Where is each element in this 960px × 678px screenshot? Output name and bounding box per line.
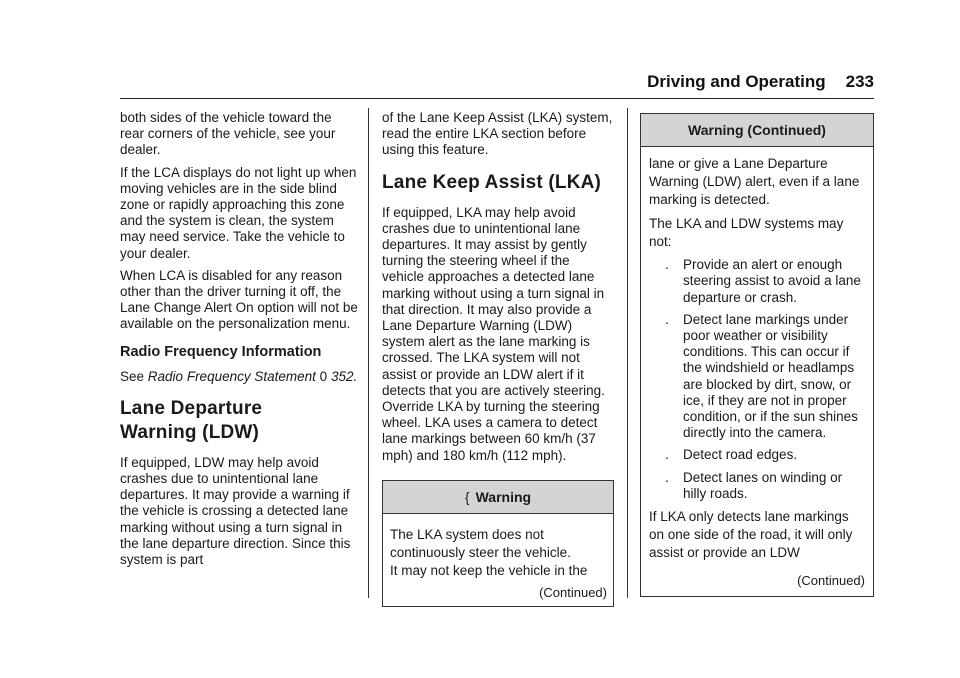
- warning-body: The LKA system does not continuously steer the vehicle. It may not keep the vehicle in the (Continued): [390, 527, 607, 601]
- paragraph: The LKA and LDW systems may not:: [649, 216, 844, 250]
- paragraph: If equipped, LKA may help avoid crashes due to unintentional lane departures. It may assist by gently turning the steering wheel if the vehicle approaches a detected lane marking without using a turn signal in that direction. It may also provide a Lane Departure Warning (LDW) system alert as the lane marking is crossed. The LKA system will not assist or provide an LDW alert if it detects that you are actively steering. Override LKA by turning the steering wheel. LKA uses a camera to detect lane markings between 60 km/h (37 mph) and 180 km/h (112 mph).: [382, 204, 605, 463]
- continued-label: (Continued): [539, 585, 607, 601]
- paragraph: If the LCA displays do not light up when moving vehicles are in the side blind zone or rapidly approaching this zone and the system is clean, the system may need service. Take the vehicle to your dealer.: [120, 164, 357, 261]
- heading-ldw: Lane Departure Warning (LDW): [120, 397, 263, 443]
- see-reference: See Radio Frequency Statement 0 352.: [120, 368, 358, 384]
- column-3: [640, 113, 874, 597]
- bullet-icon: .: [665, 311, 669, 327]
- paragraph: If LKA only detects lane markings on one side of the road, it will only assist or provide an LDW: [649, 509, 853, 561]
- reference-link[interactable]: Radio Frequency Statement: [147, 368, 316, 384]
- column-divider-1: [368, 108, 369, 598]
- list-item: . Detect lane markings under poor weather or visibility conditions. This can occur if the windshield or headlamps are blocked by dirt, snow, or ice, if they are not in proper condition, or if the sun shines directly into the camera.: [665, 311, 858, 441]
- bullet-icon: .: [665, 257, 669, 273]
- column-divider-2: [627, 108, 628, 598]
- reference-page[interactable]: 352.: [330, 368, 358, 384]
- list-item: . Detect lanes on winding or hilly roads.: [665, 469, 843, 501]
- section-title: Driving and Operating: [647, 72, 826, 91]
- paragraph: both sides of the vehicle toward the rear corners of the vehicle, see your dealer.: [120, 110, 336, 158]
- heading-lka: Lane Keep Assist (LKA): [382, 171, 602, 193]
- header-rule: [120, 98, 874, 99]
- paragraph: When LCA is disabled for any reason other than the driver turning it off, the Lane Change Alert On option will not be available on the personalization menu.: [120, 267, 358, 332]
- warning-box: [382, 480, 614, 607]
- list-item: . Provide an alert or enough steering assist to avoid a lane departure or crash.: [665, 257, 861, 305]
- warning-header: Warning (Continued): [641, 114, 873, 147]
- paragraph: lane or give a Lane Departure Warning (LDW) alert, even if a lane marking is detected.: [649, 156, 860, 208]
- heading-radio-frequency: Radio Frequency Information: [120, 343, 322, 360]
- list-item: . Detect road edges.: [665, 447, 798, 463]
- page-header: [120, 72, 874, 92]
- reference-arrow-icon: 0: [319, 368, 328, 384]
- warning-box-continued: [640, 113, 874, 597]
- bullet-icon: .: [665, 447, 669, 463]
- paragraph: of the Lane Keep Assist (LKA) system, read the entire LKA section before using this feature.: [382, 110, 613, 158]
- warning-body: [641, 147, 873, 596]
- continued-label: (Continued): [797, 573, 865, 589]
- page-number: 233: [845, 72, 874, 91]
- bullet-icon: .: [665, 469, 669, 485]
- column-2: [382, 110, 614, 607]
- warning-icon: {: [464, 488, 470, 505]
- paragraph: If equipped, LDW may help avoid crashes due to unintentional lane departures. It may provide a warning if the vehicle is crossing a detected lane marking without using a turn signal in the lane departure direction. Since this system is part: [120, 454, 351, 568]
- bullet-list: [649, 257, 865, 502]
- warning-header: { Warning: [383, 481, 613, 514]
- column-1: [120, 110, 358, 574]
